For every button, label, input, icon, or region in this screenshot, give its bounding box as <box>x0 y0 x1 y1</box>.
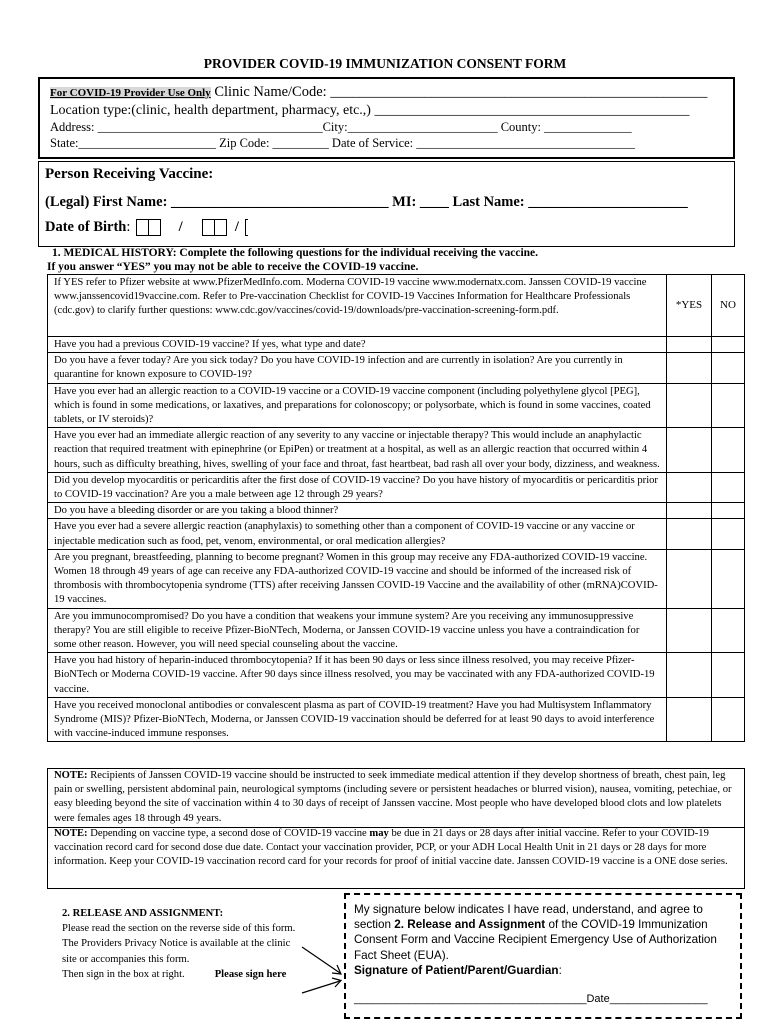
no-checkbox[interactable] <box>712 428 745 473</box>
table-row <box>48 428 745 473</box>
table-row <box>48 383 745 428</box>
yes-checkbox[interactable] <box>667 472 712 502</box>
person-heading: Person Receiving Vaccine: <box>45 166 214 182</box>
no-column-header: NO <box>712 275 745 337</box>
question-text: Have you ever had an allergic reaction to a COVID-19 vaccine or a COVID-19 vaccine component (including polyethylene glycol [PEG], which is found in some medications, or laxatives, and preparations for colonoscopy; or polysorbate, which is found in some vaccines, coated tablets, or IV steroids)? <box>48 383 667 428</box>
no-checkbox[interactable] <box>712 503 745 519</box>
no-checkbox[interactable] <box>712 608 745 653</box>
yes-checkbox[interactable] <box>667 653 712 698</box>
medical-history-warning: If you answer “YES” you may not be able to receive the COVID-19 vaccine. <box>47 261 419 273</box>
yes-checkbox[interactable] <box>667 428 712 473</box>
release-assignment-section <box>62 906 295 982</box>
medical-history-table <box>47 274 745 742</box>
arrows-icon <box>300 945 348 995</box>
address-row[interactable]: Address: ____________________________________City:________________________ County: ______________ <box>50 120 632 134</box>
page-title: PROVIDER COVID-19 IMMUNIZATION CONSENT FORM <box>203 56 567 71</box>
provider-use-tag: For COVID-19 Provider Use Only <box>50 87 211 99</box>
question-text: Do you have a fever today? Are you sick today? Do you have COVID-19 infection and are currently in isolation? Are you currently in quarantine for known exposure to COVID-19? <box>48 353 667 383</box>
release-heading: 2. RELEASE AND ASSIGNMENT: <box>62 908 224 919</box>
yes-checkbox[interactable] <box>667 608 712 653</box>
signature-agreement-text: My signature below indicates I have read, understand, and agree to section 2. Release and Assignment of the COVID-19 Immunization Consent Form and Vaccine Recipient Emergency Use of Authorization Fact Sheet (EUA). Signature of Patient/Parent/Guardian: <box>354 903 717 977</box>
no-checkbox[interactable] <box>712 519 745 549</box>
yes-checkbox[interactable] <box>667 337 712 353</box>
question-text: Have you had history of heparin-induced thrombocytopenia? If it has been 90 days or less since illness resolved, you may receive Pfizer-BioNTech or Moderna COVID-19 vaccine. After 90 days since illness resolved, you may be vaccinated with any FDA-authorized COVID-19 vaccine. <box>48 653 667 698</box>
name-row[interactable]: (Legal) First Name: ______________________________ MI: ____ Last Name: ______________________ <box>45 194 688 210</box>
state-row[interactable]: State:______________________ Zip Code: _________ Date of Service: ___________________________________ <box>50 136 636 150</box>
no-checkbox[interactable] <box>712 383 745 428</box>
question-text: Did you develop myocarditis or pericarditis after the first dose of COVID-19 vaccine? Do you have history of myocarditis or pericarditis prior to COVID-19 vaccination? Are you a male between age 12 through 29 years? <box>48 472 667 502</box>
yes-column-header: *YES <box>667 275 712 337</box>
no-checkbox[interactable] <box>712 697 745 742</box>
dob-label: Date of Birth <box>45 219 127 235</box>
question-text: Are you pregnant, breastfeeding, planning to become pregnant? Women in this group may receive any FDA-authorized COVID-19 vaccine. Women 18 through 49 years of age can receive any FDA-authorized COVID-19 vaccine and should be informed of the increased risk of thrombosis with thrombocytopenia syndrome (TTS) after receiving Janssen COVID-19 Vaccine and the availability of other (mRNA)COVID-19 vaccines. <box>48 549 667 608</box>
table-row <box>48 653 745 698</box>
signature-date-line[interactable]: ______________________________________Date________________ <box>354 993 708 1005</box>
question-text: Are you immunocompromised? Do you have a condition that weakens your immune system? Are you receiving any immunosuppressive therapy? You are still eligible to receive Pfizer-BioNTech, Moderna, or Janssen COVID-19 vaccine unless you have a contraindication for some other reason. However, you will need special counseling about the vaccine. <box>48 608 667 653</box>
no-checkbox[interactable] <box>712 337 745 353</box>
yes-checkbox[interactable] <box>667 503 712 519</box>
clinic-info-box <box>38 77 735 159</box>
no-checkbox[interactable] <box>712 353 745 383</box>
table-row <box>48 519 745 549</box>
janssen-note: NOTE: Recipients of Janssen COVID-19 vaccine should be instructed to seek immediate medical attention if they develop shortness of breath, chest pain, leg pain or swelling, persistent abdominal pain, neurological symptoms (including severe or persistent headaches or blurred vision), nausea, vomiting, petechiae, or easy bleeding beyond the site of vaccination within 4 to 30 days of receipt of Janssen vaccine. Most people who have developed blood clots and low platelets were females ages 18 through 49 years. <box>47 768 745 828</box>
table-row <box>48 549 745 608</box>
table-row <box>48 697 745 742</box>
table-row <box>48 353 745 383</box>
person-receiving-box <box>38 161 735 247</box>
signature-label: Signature of Patient/Parent/Guardian <box>354 963 559 977</box>
medical-history-heading: 1. MEDICAL HISTORY: Complete the following questions for the individual receiving the vaccine. <box>52 247 539 259</box>
yes-checkbox[interactable] <box>667 383 712 428</box>
second-dose-note: NOTE: Depending on vaccine type, a second dose of COVID-19 vaccine may be due in 21 days or 28 days after initial vaccine. Refer to your COVID-19 vaccination record card for second dose due date. Contact your vaccination provider, PCP, or your ADH Local Health Unit in 21 days or 28 days for more information. Keep your COVID-19 vaccination record card for your records for proof of initial vaccine date. Janssen COVID-19 vaccine is a ONE dose series. <box>47 827 745 889</box>
yes-checkbox[interactable] <box>667 549 712 608</box>
release-line: Please read the section on the reverse side of this form. <box>62 923 296 935</box>
dob-slash: / <box>234 219 239 235</box>
table-row <box>48 608 745 653</box>
clinic-name-field[interactable]: Clinic Name/Code: ____________________________________________________ <box>210 84 708 100</box>
table-row <box>48 472 745 502</box>
clinic-name-row <box>50 85 707 101</box>
release-line: site or accompanies this form. <box>62 953 190 965</box>
question-text: Have you received monoclonal antibodies or convalescent plasma as part of COVID-19 treatment? Have you had Multisystem Inflammatory Syndrome (MIS)? Pfizer-BioNTech, Moderna, or Janssen COVID-19 vaccination should be deferred for at least 90 days to avoid interference with vaccine-induced immune responses. <box>48 697 667 742</box>
question-text: Have you ever had an immediate allergic reaction of any severity to any vaccine or injectable therapy? This would include an anaphylactic reaction that required treatment with epinephrine (or EpiPen) or treatment at a hospital, as well as an allergic reaction that occurred within 4 hours, such as difficulty breathing, hives, swelling of your face and throat, fast heartbeat, bad rash all over your body, dizziness, and weakness. <box>48 428 667 473</box>
header-instructions: If YES refer to Pfizer website at www.PfizerMedInfo.com. Moderna COVID-19 vaccine www.modernatx.com. Janssen COVID-19 vaccine www.janssencovid19vaccine.com. Refer to Pre-vaccination Checklist for COVID-19 Vaccines Information for Healthcare Professionals (cdc.gov) to clarify further questions: www.cdc.gov/vaccines/covid-19/downloads/pre-vaccination-screening-form.pdf. <box>48 275 667 337</box>
yes-checkbox[interactable] <box>667 353 712 383</box>
dob-row: Date of Birth: / / <box>45 219 248 236</box>
no-checkbox[interactable] <box>712 549 745 608</box>
question-text: Have you ever had a severe allergic reaction (anaphylaxis) to something other than a component of COVID-19 vaccine or any vaccine or injectable medication such as food, pet, venom, environmental, or oral medication allergies? <box>48 519 667 549</box>
please-sign-label: Please sign here <box>214 968 287 980</box>
question-text: Do you have a bleeding disorder or are you taking a blood thinner? <box>48 503 667 519</box>
table-row <box>48 503 745 519</box>
yes-checkbox[interactable] <box>667 697 712 742</box>
dob-year-box[interactable] <box>245 219 248 236</box>
release-line: The Providers Privacy Notice is available at the clinic <box>62 938 291 950</box>
question-text: Have you had a previous COVID-19 vaccine? If yes, what type and date? <box>48 337 667 353</box>
release-line: Then sign in the box at right. Please sign here <box>62 968 287 980</box>
dob-month-digit-2[interactable] <box>148 219 161 236</box>
dob-day-digit-2[interactable] <box>214 219 227 236</box>
no-checkbox[interactable] <box>712 653 745 698</box>
dob-slash: / <box>178 219 183 235</box>
location-type-field[interactable]: Location type:(clinic, health department, pharmacy, etc.,) _____________________________________________ <box>50 103 690 118</box>
yes-checkbox[interactable] <box>667 519 712 549</box>
no-checkbox[interactable] <box>712 472 745 502</box>
table-header-row <box>48 275 745 337</box>
table-row <box>48 337 745 353</box>
signature-box <box>344 893 742 1019</box>
